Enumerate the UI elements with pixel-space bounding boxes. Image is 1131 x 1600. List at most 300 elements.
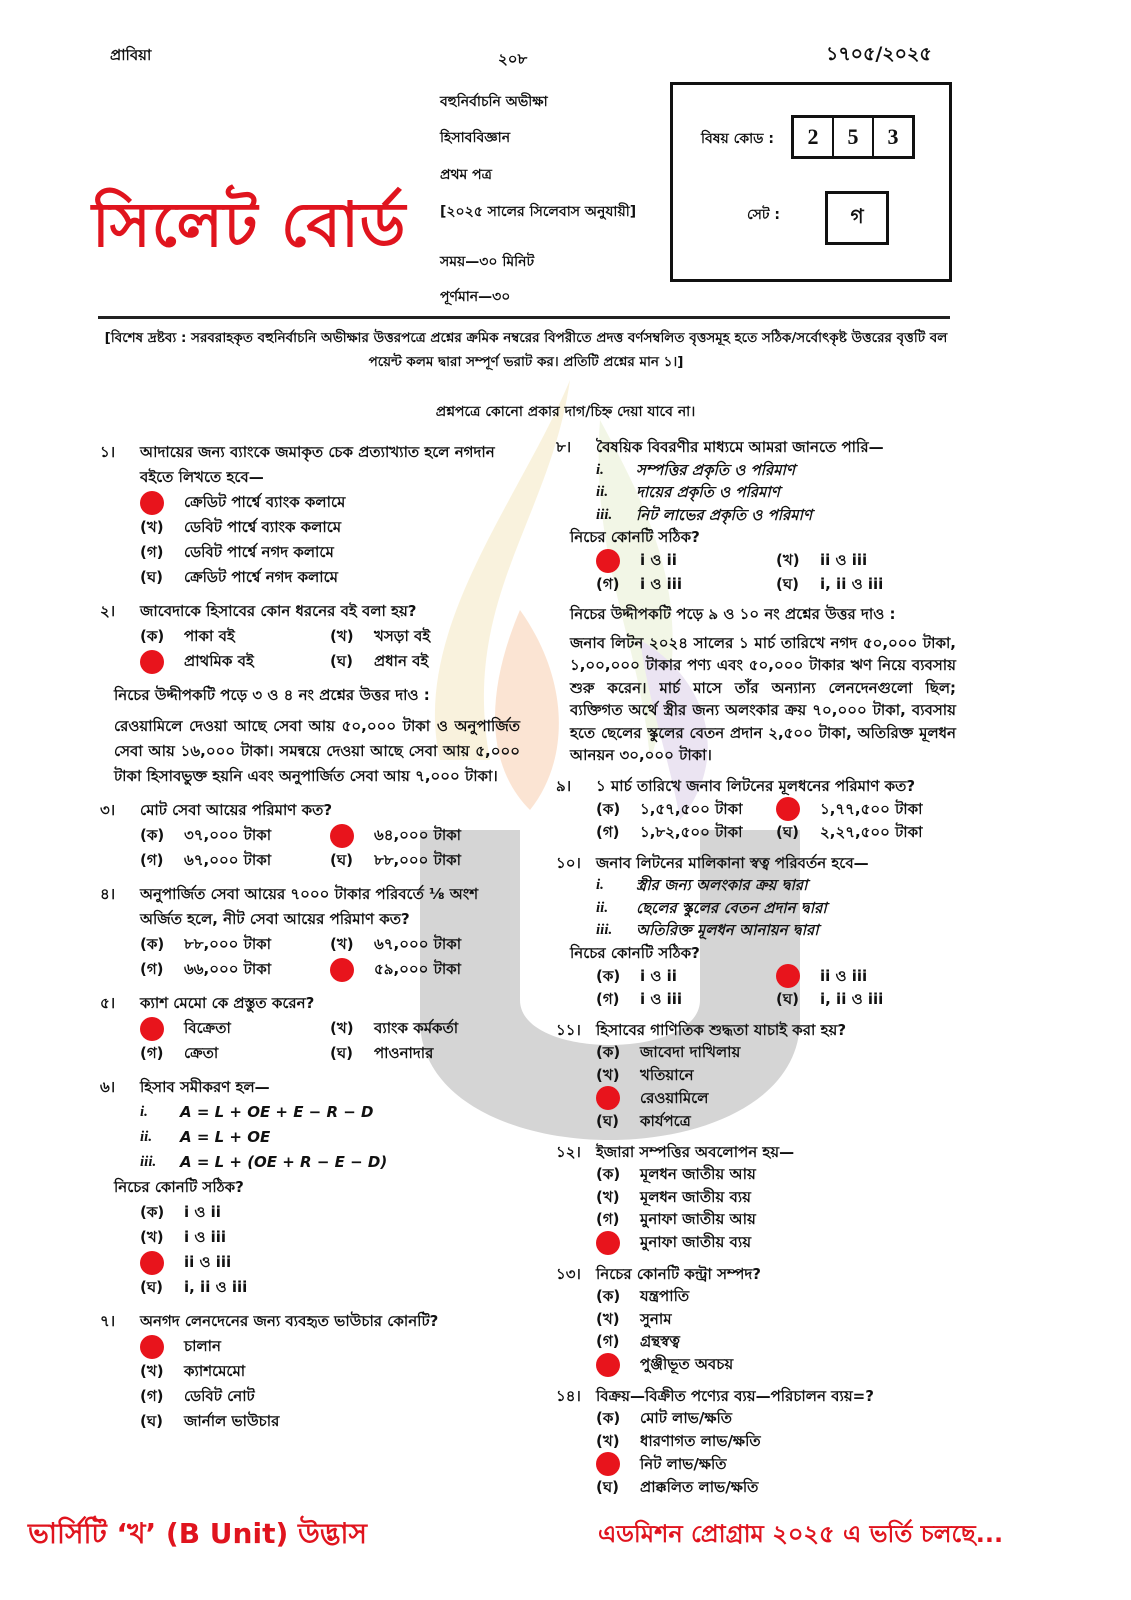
option-list xyxy=(556,1041,956,1133)
question-number: ৮। xyxy=(556,438,572,456)
question-text: হিসাব সমীকরণ হল— xyxy=(140,1078,270,1096)
option-text: বিক্রেতা xyxy=(184,1019,231,1037)
answer-option[interactable] xyxy=(596,1041,956,1064)
question-block xyxy=(100,798,520,873)
option-label: (খ) xyxy=(330,1019,354,1037)
option-label: (গ) xyxy=(140,851,164,869)
option-text: ১,৮২,৫০০ টাকা xyxy=(640,823,743,841)
set-label: সেট : xyxy=(747,207,781,223)
option-text: মূলধন জাতীয় ব্যয় xyxy=(640,1187,751,1206)
question-stem xyxy=(556,1263,956,1286)
answer-option[interactable] xyxy=(330,649,520,674)
option-text: কার্যপত্রে xyxy=(640,1112,691,1130)
page-number: ২০৮ xyxy=(498,50,528,68)
option-text: নিট লাভ/ক্ষতি xyxy=(640,1454,727,1473)
option-text: প্রাথমিক বই xyxy=(184,652,254,670)
question-number: ১২। xyxy=(556,1142,581,1161)
answer-option[interactable] xyxy=(596,1186,956,1209)
full-marks: পূর্ণমান—৩০ xyxy=(440,289,511,305)
question-number: ১। xyxy=(100,443,116,461)
question-stem xyxy=(100,882,520,932)
statement-text: নিট লাভের প্রকৃতি ও পরিমাণ xyxy=(636,505,813,524)
option-text: ক্রেতা xyxy=(184,1044,219,1062)
board-title: সিলেট বোর্ড xyxy=(92,188,407,261)
warning-text: প্রশ্নপত্রে কোনো প্রকার দাগ/চিহ্ন দেয়া যাবে না। xyxy=(435,404,696,420)
marked-answer-dot xyxy=(330,824,354,848)
answer-option[interactable] xyxy=(140,1041,330,1066)
statement-numeral: ii. xyxy=(596,484,609,500)
question-number: ৭। xyxy=(100,1312,116,1330)
option-text: ক্রেডিট পার্শ্বে নগদ কলামে xyxy=(184,568,338,586)
special-note: [বিশেষ দ্রষ্টব্য : সরবরাহকৃত বহুনির্বাচনি অভীক্ষার উত্তরপত্রে প্রশ্নের ক্রমিক নম্বরের বিপরীতে প্রদত্ত বর্ণসম্বলিত বৃত্তসমূহ হতে সঠিক/সর্বোৎকৃষ্ট উত্তরের বৃত্তটি বল পয়েন্ট কলম দ্বারা সম্পূর্ণ ভরাট কর। প্রতিটি প্রশ্নের মান ১।] xyxy=(104,330,948,370)
marked-answer-dot xyxy=(140,491,164,515)
question-text: মোট সেবা আয়ের পরিমাণ কত? xyxy=(140,801,333,819)
option-list xyxy=(100,1200,520,1300)
question-stem xyxy=(556,1019,956,1042)
question-text: অনগদ লেনদেনের জন্য ব্যবহৃত ভাউচার কোনটি? xyxy=(140,1312,439,1330)
statement-numeral: ii. xyxy=(140,1129,153,1145)
option-label: (ঘ) xyxy=(596,1112,619,1130)
statement-item xyxy=(596,919,956,942)
question-text: নিচের কোনটি কন্ট্রা সম্পদ? xyxy=(596,1264,761,1283)
statement-item xyxy=(596,874,956,897)
option-label: (খ) xyxy=(596,1065,620,1084)
answer-option[interactable] xyxy=(140,1200,520,1225)
option-text: i ও ii xyxy=(640,966,677,985)
option-label: (গ) xyxy=(596,990,620,1008)
option-text: i ও iii xyxy=(640,990,683,1008)
option-text: ৬৬,০০০ টাকা xyxy=(184,960,272,978)
option-label: (ঘ) xyxy=(776,990,799,1008)
option-text: প্রাক্কলিত লাভ/ক্ষতি xyxy=(640,1478,759,1496)
question-block xyxy=(100,1075,520,1300)
footer-left-promo: ভার্সিটি ‘খ’ (B Unit) উদ্ভাস xyxy=(28,1517,368,1550)
option-text: ১,৫৭,৫০০ টাকা xyxy=(640,799,743,818)
answer-option-correct[interactable] xyxy=(596,1452,956,1476)
marked-answer-dot xyxy=(596,1353,620,1377)
option-text: ২,২৭,৫০০ টাকা xyxy=(820,823,923,841)
option-text: ক্রেডিট পার্শ্বে ব্যাংক কলামে xyxy=(184,493,346,511)
option-text: ধারণাগত লাভ/ক্ষতি xyxy=(640,1431,761,1450)
statement-text: A = L + OE + E − R − D xyxy=(180,1103,374,1121)
option-text: ৬৭,০০০ টাকা xyxy=(374,935,462,953)
answer-option[interactable] xyxy=(596,1208,956,1231)
option-list xyxy=(100,823,520,873)
option-list xyxy=(100,1016,520,1066)
answer-option-correct[interactable] xyxy=(140,649,330,674)
question-number: ১০। xyxy=(556,853,581,872)
question-stem xyxy=(556,1141,956,1164)
statement-numeral: iii. xyxy=(140,1154,157,1170)
statement-numeral: i. xyxy=(596,877,604,893)
answer-option-correct[interactable] xyxy=(140,1250,520,1275)
question-number: ৪। xyxy=(100,885,116,903)
statement-text: সম্পত্তির প্রকৃতি ও পরিমাণ xyxy=(636,460,795,479)
answer-option[interactable] xyxy=(596,573,776,596)
answer-option[interactable] xyxy=(596,797,776,821)
answer-option[interactable] xyxy=(140,1359,520,1384)
question-block xyxy=(556,1385,956,1499)
statement-list xyxy=(556,874,956,942)
question-text: আদায়ের জন্য ব্যাংকে জমাকৃত চেক প্রত্যাখ্যাত হলে নগদান বইতে লিখতে হবে— xyxy=(140,443,495,486)
option-label: (খ) xyxy=(776,551,800,570)
exam-type: বহুনির্বাচনি অভীক্ষা xyxy=(440,94,548,110)
statement-text: ছেলের স্কুলের বেতন প্রদান দ্বারা xyxy=(636,898,827,917)
footer-right-promo: এডমিশন প্রোগ্রাম ২০২৫ এ ভর্তি চলছে... xyxy=(598,1520,1004,1548)
option-text: মূলধন জাতীয় আয় xyxy=(640,1165,756,1183)
subject-code-digit: 2 xyxy=(807,124,819,149)
question-text: ক্যাশ মেমো কে প্রস্তুত করেন? xyxy=(140,994,315,1012)
answer-option-correct[interactable] xyxy=(330,823,520,848)
option-label: (গ) xyxy=(596,823,620,841)
option-text: ব্যাংক কর্মকর্তা xyxy=(374,1019,459,1037)
option-text: ii ও iii xyxy=(820,551,868,570)
option-label: (খ) xyxy=(140,1228,164,1246)
question-text: অনুপার্জিত সেবা আয়ের ৭০০০ টাকার পরিবর্তে ⅛ অংশ অর্জিত হলে, নীট সেবা আয়ের পরিমাণ কত? xyxy=(140,885,479,928)
subject-code-digit: 3 xyxy=(872,118,912,156)
answer-option[interactable] xyxy=(596,1064,956,1087)
option-text: যন্ত্রপাতি xyxy=(640,1287,690,1305)
answer-option[interactable] xyxy=(596,1330,956,1353)
left-column xyxy=(100,440,520,1443)
option-label: (গ) xyxy=(140,543,164,561)
option-text: ডেবিট নোট xyxy=(184,1387,255,1405)
question-stem xyxy=(556,436,956,459)
answer-option[interactable] xyxy=(776,988,956,1011)
statement-numeral: iii. xyxy=(596,922,613,938)
option-text: ৫৯,০০০ টাকা xyxy=(374,960,462,978)
question-text: হিসাবের গাণিতিক শুদ্ধতা যাচাই করা হয়? xyxy=(596,1020,847,1039)
question-block xyxy=(100,440,520,590)
option-text: পুঞ্জীভূত অবচয় xyxy=(640,1355,734,1374)
option-label: (ঘ) xyxy=(330,851,353,869)
question-number: ২। xyxy=(100,602,116,620)
option-label: (গ) xyxy=(596,1210,620,1228)
option-label: (ক) xyxy=(596,1043,621,1061)
answer-option[interactable] xyxy=(140,1225,520,1250)
option-label: (গ) xyxy=(596,574,620,593)
option-text: i ও ii xyxy=(184,1203,221,1221)
question-stem xyxy=(100,1075,520,1100)
stimulus-text: জনাব লিটন ২০২৪ সালের ১ মার্চ তারিখে নগদ ৫০,০০০ টাকা, ১,০০,০০০ টাকার পণ্য এবং ৫০,০০০ টাকার ঋণ নিয়ে ব্যবসায় শুরু করেন। মার্চ মাসে তাঁর অন্যান্য লেনদেনগুলো ছিল; ব্যক্তিগত অর্থে স্ত্রীর জন্য অলংকার ক্রয় ৭০,০০০ টাকা, ব্যবসায় হতে ছেলের স্কুলের বেতন প্রদান ২,৫০০ টাকা, অতিরিক্ত মূলধন আনয়ন ৩০,০০০ টাকা। xyxy=(570,633,956,764)
question-block xyxy=(100,599,520,674)
option-label: (ঘ) xyxy=(776,823,799,841)
option-label: (ঘ) xyxy=(596,1478,619,1496)
option-label: (গ) xyxy=(596,1332,620,1350)
subject-code-label: বিষয় কোড : xyxy=(701,131,774,147)
marked-answer-dot xyxy=(776,797,800,821)
option-text: ৬৪,০০০ টাকা xyxy=(374,826,462,844)
option-text: প্রধান বই xyxy=(374,652,429,670)
answer-option[interactable] xyxy=(596,988,776,1011)
statement-item xyxy=(596,481,956,504)
option-label: (গ) xyxy=(140,960,164,978)
option-label: (ক) xyxy=(140,1203,165,1221)
question-number: ১৪। xyxy=(556,1386,581,1405)
question-stem xyxy=(556,1385,956,1408)
option-text: রেওয়ামিলে xyxy=(640,1088,709,1107)
option-label: (খ) xyxy=(330,627,354,645)
answer-option[interactable] xyxy=(596,1407,956,1430)
statement-numeral: iii. xyxy=(596,506,613,523)
question-number: ১৩। xyxy=(556,1264,581,1283)
sub-question: নিচের কোনটি সঠিক? xyxy=(570,943,700,962)
answer-option[interactable] xyxy=(140,1275,520,1300)
option-label: (ক) xyxy=(596,1287,621,1305)
question-block xyxy=(556,1263,956,1377)
answer-option[interactable] xyxy=(776,573,956,596)
option-list xyxy=(556,549,956,596)
answer-option[interactable] xyxy=(596,1430,956,1453)
option-list xyxy=(556,1285,956,1377)
answer-option[interactable] xyxy=(330,1041,520,1066)
question-block xyxy=(556,775,956,844)
answer-option[interactable] xyxy=(596,964,776,988)
subject-code-box xyxy=(670,82,952,282)
marked-answer-dot xyxy=(140,650,164,674)
answer-option[interactable] xyxy=(140,515,520,540)
question-text: বৈষয়িক বিবরণীর মাধ্যমে আমরা জানতে পারি— xyxy=(596,438,884,456)
option-label: (খ) xyxy=(140,518,164,536)
option-label: (গ) xyxy=(140,1387,164,1405)
option-list xyxy=(556,797,956,844)
answer-option[interactable] xyxy=(330,1016,520,1041)
answer-option[interactable] xyxy=(596,1110,956,1133)
question-text: ইজারা সম্পত্তির অবলোপন হয়— xyxy=(596,1142,795,1161)
option-label: (ঘ) xyxy=(330,652,353,670)
option-text: i, ii ও iii xyxy=(820,574,884,593)
answer-option[interactable] xyxy=(596,1308,956,1331)
option-text: মোট লাভ/ক্ষতি xyxy=(640,1409,733,1427)
option-text: ৬৭,০০০ টাকা xyxy=(184,851,272,869)
option-text: জার্নাল ভাউচার xyxy=(184,1412,280,1430)
statement-item xyxy=(140,1125,520,1150)
statement-numeral: i. xyxy=(140,1104,148,1120)
statement-item xyxy=(140,1100,520,1125)
marked-answer-dot xyxy=(596,549,620,573)
statement-item xyxy=(596,459,956,482)
question-number: ৩। xyxy=(100,801,116,819)
question-number: ৯। xyxy=(556,776,572,795)
option-label: (ক) xyxy=(140,935,165,953)
statement-item xyxy=(140,1150,520,1175)
option-list xyxy=(100,932,520,982)
question-stem xyxy=(556,852,956,875)
option-label: (ক) xyxy=(140,826,165,844)
question-block xyxy=(556,436,956,595)
marked-answer-dot xyxy=(140,1335,164,1359)
question-block xyxy=(100,882,520,982)
right-column xyxy=(556,436,956,1507)
option-text: ১,৭৭,৫০০ টাকা xyxy=(820,799,923,818)
option-list xyxy=(100,624,520,674)
statement-text: অতিরিক্ত মূলধন আনায়ন দ্বারা xyxy=(636,921,819,939)
option-text: ii ও iii xyxy=(820,966,868,985)
answer-option[interactable] xyxy=(596,821,776,844)
option-text: গ্রন্থস্বত্ব xyxy=(640,1332,680,1350)
answer-option[interactable] xyxy=(596,1163,956,1186)
stimulus-text: রেওয়ামিলে দেওয়া আছে সেবা আয় ৫০,০০০ টাকা ও অনুপার্জিত সেবা আয় ১৬,০০০ টাকা। সমন্বয়ে দেওয়া আছে সেবা আয় ৫,০০০ টাকা হিসাবভুক্ত হয়নি এবং অনুপার্জিত সেবা আয় ৭,০০০ টাকা। xyxy=(114,717,520,785)
option-list xyxy=(556,1407,956,1499)
option-label: (ঘ) xyxy=(776,574,799,593)
option-text: ৮৮,০০০ টাকা xyxy=(374,851,462,869)
option-label: (ক) xyxy=(596,1409,621,1427)
option-text: জাবেদা দাখিলায় xyxy=(640,1043,741,1061)
statement-text: দায়ের প্রকৃতি ও পরিমাণ xyxy=(636,483,780,501)
option-label: (ক) xyxy=(596,966,621,985)
option-text: পাকা বই xyxy=(184,627,235,645)
question-block xyxy=(100,1309,520,1434)
answer-option-correct[interactable] xyxy=(596,549,776,573)
option-text: খসড়া বই xyxy=(374,627,431,645)
sub-question: নিচের কোনটি সঠিক? xyxy=(570,528,700,546)
answer-option-correct[interactable] xyxy=(596,1086,956,1110)
answer-option[interactable] xyxy=(140,848,330,873)
question-stem xyxy=(100,798,520,823)
option-label: (খ) xyxy=(140,1362,164,1380)
marked-answer-dot xyxy=(596,1086,620,1110)
answer-option[interactable] xyxy=(140,1384,520,1409)
question-text: ১ মার্চ তারিখে জনাব লিটনের মূলধনের পরিমাণ কত? xyxy=(596,776,916,795)
syllabus: [২০২৫ সালের সিলেবাস অনুযায়ী] xyxy=(440,204,637,220)
answer-option-correct[interactable] xyxy=(140,1016,330,1041)
answer-option[interactable] xyxy=(776,821,956,844)
answer-option[interactable] xyxy=(140,823,330,848)
option-label: (খ) xyxy=(596,1431,620,1450)
subject-code-digit: 5 xyxy=(832,118,872,156)
answer-option[interactable] xyxy=(330,848,520,873)
option-label: (খ) xyxy=(330,935,354,953)
question-block xyxy=(556,852,956,1011)
answer-option[interactable] xyxy=(596,1476,956,1499)
time-limit: সময়—৩০ মিনিট xyxy=(440,254,535,270)
statement-text: A = L + OE xyxy=(180,1128,271,1146)
question-block xyxy=(556,1141,956,1255)
answer-option[interactable] xyxy=(140,957,330,982)
marked-answer-dot xyxy=(140,1251,164,1275)
question-number: ৫। xyxy=(100,994,116,1012)
option-text: ডেবিট পার্শ্বে নগদ কলামে xyxy=(184,543,334,561)
answer-option-correct[interactable] xyxy=(776,964,956,988)
marked-answer-dot xyxy=(596,1452,620,1476)
statement-item xyxy=(596,504,956,527)
option-text: খতিয়ানে xyxy=(640,1065,694,1084)
question-stem xyxy=(100,599,520,624)
set-value: গ xyxy=(825,191,889,245)
statement-numeral: i. xyxy=(596,461,604,478)
stimulus-block xyxy=(556,603,956,767)
answer-option-correct[interactable] xyxy=(776,797,956,821)
option-text: i ও iii xyxy=(184,1228,227,1246)
option-label: (ঘ) xyxy=(140,1412,163,1430)
question-block xyxy=(556,1019,956,1133)
answer-option[interactable] xyxy=(140,624,330,649)
statement-list xyxy=(556,459,956,527)
question-number: ১১। xyxy=(556,1020,581,1039)
option-label: (খ) xyxy=(596,1309,620,1328)
marked-answer-dot xyxy=(596,1231,620,1255)
answer-option-correct[interactable] xyxy=(140,1334,520,1359)
stimulus-block xyxy=(100,683,520,789)
paper: প্রথম পত্র xyxy=(440,167,492,183)
option-text: ৩৭,০০০ টাকা xyxy=(184,826,272,844)
answer-option[interactable] xyxy=(140,565,520,590)
statement-item xyxy=(596,897,956,920)
option-text: মুনাফা জাতীয় আয় xyxy=(640,1210,756,1228)
option-text: মুনাফা জাতীয় ব্যয় xyxy=(640,1233,752,1252)
answer-option[interactable] xyxy=(596,1285,956,1308)
statement-text: A = L + (OE + R − E − D) xyxy=(180,1153,388,1171)
answer-option[interactable] xyxy=(330,932,520,957)
option-label: (ঘ) xyxy=(330,1044,353,1062)
option-list xyxy=(100,1334,520,1434)
question-block xyxy=(100,991,520,1066)
statement-list xyxy=(100,1100,520,1175)
answer-option[interactable] xyxy=(330,624,520,649)
question-stem xyxy=(100,991,520,1016)
subject: হিসাববিজ্ঞান xyxy=(440,130,511,146)
option-label: (ঘ) xyxy=(140,568,163,586)
answer-option-correct[interactable] xyxy=(330,957,520,982)
option-text: সুনাম xyxy=(640,1309,672,1328)
option-text: চালান xyxy=(184,1337,221,1355)
divider xyxy=(98,316,950,319)
statement-numeral: ii. xyxy=(596,899,609,916)
statement-text: স্ত্রীর জন্য অলংকার ক্রয় দ্বারা xyxy=(636,876,808,894)
option-text: i, ii ও iii xyxy=(820,990,884,1008)
question-number: ৬। xyxy=(100,1078,116,1096)
option-text: পাওনাদার xyxy=(374,1044,434,1062)
option-label: (ক) xyxy=(596,1165,621,1183)
answer-option[interactable] xyxy=(140,1409,520,1434)
option-text: i ও iii xyxy=(640,574,683,593)
option-text: ক্যাশমেমো xyxy=(184,1362,246,1380)
reference-code: ১৭০৫/২০২৫ xyxy=(826,43,932,65)
option-list xyxy=(100,490,520,590)
option-label: (গ) xyxy=(140,1044,164,1062)
option-text: i, ii ও iii xyxy=(184,1278,248,1296)
option-list xyxy=(556,1163,956,1255)
subject-code-cells xyxy=(791,115,915,159)
question-text: বিক্রয়—বিক্রীত পণ্যের ব্যয়—পরিচালন ব্যয়=? xyxy=(596,1386,874,1405)
answer-option-correct[interactable] xyxy=(596,1353,956,1377)
sub-question: নিচের কোনটি সঠিক? xyxy=(114,1178,244,1196)
question-text: জনাব লিটনের মালিকানা স্বত্ব পরিবর্তন হবে— xyxy=(596,853,869,872)
marked-answer-dot xyxy=(776,964,800,988)
marked-answer-dot xyxy=(140,1017,164,1041)
stimulus-intro: নিচের উদ্দীপকটি পড়ে ৩ ও ৪ নং প্রশ্নের উত্তর দাও : xyxy=(114,686,430,704)
question-stem xyxy=(100,440,520,490)
option-text: ৮৮,০০০ টাকা xyxy=(184,935,272,953)
answer-option[interactable] xyxy=(140,540,520,565)
header-top-left: প্রাবিয়া xyxy=(110,46,152,64)
answer-option-correct[interactable] xyxy=(140,490,520,515)
option-text: ii ও iii xyxy=(184,1253,232,1271)
answer-option[interactable] xyxy=(140,932,330,957)
question-text: জাবেদাকে হিসাবের কোন ধরনের বই বলা হয়? xyxy=(140,602,417,620)
option-label: (ক) xyxy=(140,627,165,645)
option-label: (ঘ) xyxy=(140,1278,163,1296)
option-label: (ক) xyxy=(596,799,621,818)
answer-option[interactable] xyxy=(776,549,956,573)
question-stem xyxy=(556,775,956,798)
marked-answer-dot xyxy=(330,958,354,982)
answer-option-correct[interactable] xyxy=(596,1231,956,1255)
option-text: i ও ii xyxy=(640,551,677,570)
option-label: (খ) xyxy=(596,1187,620,1206)
option-list xyxy=(556,964,956,1011)
option-text: ডেবিট পার্শ্বে ব্যাংক কলামে xyxy=(184,518,342,536)
